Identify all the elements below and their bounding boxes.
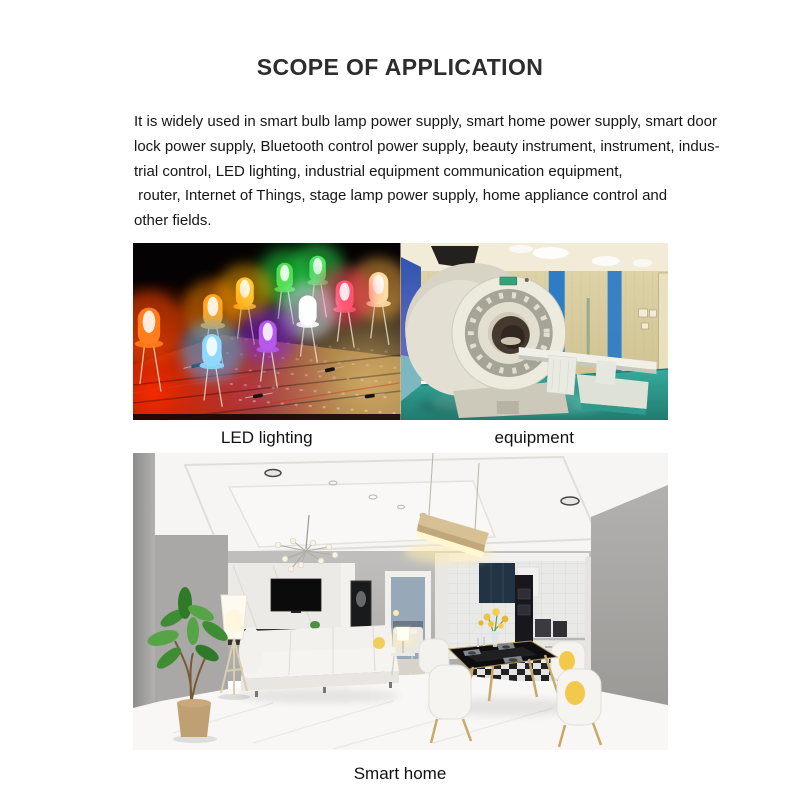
description-line: trial control, LED lighting, industrial equipment communication equipment, — [134, 162, 623, 180]
yellow-cushion — [565, 681, 585, 705]
recessed-light — [265, 470, 281, 477]
caption-equipment: equipment — [494, 428, 574, 447]
wall-switch — [641, 323, 648, 329]
kitchen-appliance — [535, 619, 551, 637]
dining-chair — [429, 665, 471, 719]
description-line: other fields. — [134, 212, 212, 230]
led-lighting-illustration — [133, 243, 401, 420]
yellow-cushion — [559, 651, 575, 671]
iv-stand — [586, 298, 589, 360]
scanner-display — [499, 277, 516, 285]
caption-row — [133, 428, 668, 448]
description-line: lock power supply, Bluetooth control power supply, beauty instrument, instrument, indus- — [134, 137, 720, 155]
caption-led-lighting: LED lighting — [220, 428, 313, 447]
recessed-light — [561, 497, 579, 505]
led-lighting-photo — [133, 243, 401, 420]
page-title: SCOPE OF APPLICATION — [256, 54, 544, 80]
tv-screen — [271, 579, 321, 611]
description-line: It is widely used in smart bulb lamp power supply, smart home power supply, smart door — [134, 113, 718, 130]
plant-pot — [177, 703, 211, 737]
smart-home-illustration — [133, 453, 668, 750]
smart-home-photo — [133, 453, 668, 750]
description-paragraph — [134, 110, 720, 234]
kitchen-appliance — [553, 621, 567, 637]
photo-row — [133, 243, 668, 420]
equipment-photo — [401, 243, 669, 420]
wall-switch — [638, 309, 647, 317]
description-line: router, Internet of Things, stage lamp power supply, home appliance control and — [134, 187, 668, 205]
wall-switch — [649, 310, 656, 317]
mri-room-illustration — [401, 243, 669, 420]
yellow-pillow — [373, 637, 385, 649]
kitchen-upper-cabinets — [479, 563, 515, 603]
caption-smart-home: Smart home — [353, 764, 447, 783]
